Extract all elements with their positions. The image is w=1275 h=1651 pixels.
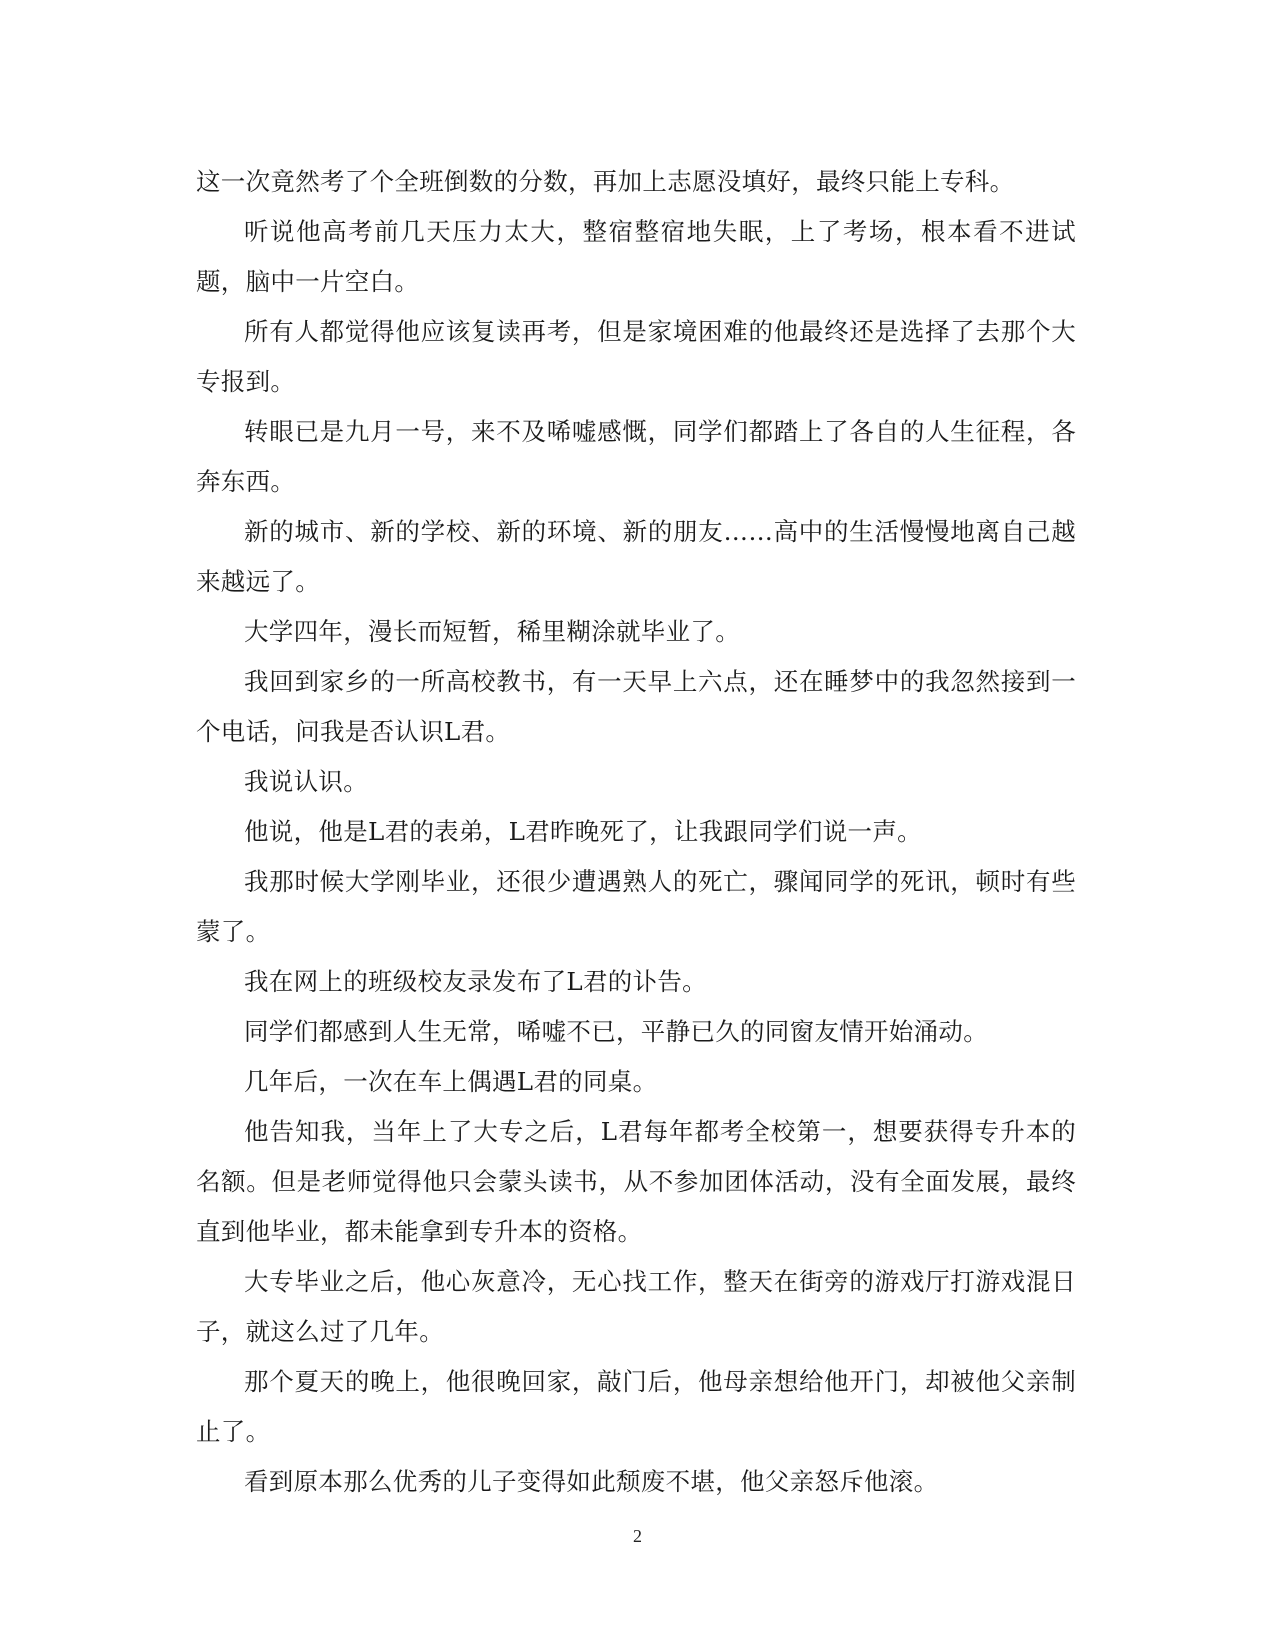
paragraph-2: 听说他高考前几天压力太大，整宿整宿地失眠，上了考场，根本看不进试题，脑中一片空白。 <box>196 217 1076 296</box>
paragraph-6: 大学四年，漫长而短暂，稀里糊涂就毕业了。 <box>244 617 740 646</box>
paragraph-8: 我说认识。 <box>244 767 368 796</box>
paragraph-17: 看到原本那么优秀的儿子变得如此颓废不堪，他父亲怒斥他滚。 <box>244 1467 939 1496</box>
paragraph-4: 转眼已是九月一号，来不及唏嘘感慨，同学们都踏上了各自的人生征程，各奔东西。 <box>196 417 1076 496</box>
page-number: 2 <box>633 1526 642 1546</box>
paragraph-10: 我那时候大学刚毕业，还很少遭遇熟人的死亡，骤闻同学的死讯，顿时有些蒙了。 <box>196 867 1076 946</box>
paragraph-15: 大专毕业之后，他心灰意冷，无心找工作，整天在街旁的游戏厅打游戏混日子，就这么过了几年。 <box>196 1267 1076 1346</box>
paragraph-5: 新的城市、新的学校、新的环境、新的朋友……高中的生活慢慢地离自己越来越远了。 <box>196 517 1076 596</box>
paragraph-3: 所有人都觉得他应该复读再考，但是家境困难的他最终还是选择了去那个大专报到。 <box>196 317 1076 396</box>
paragraph-1: 这一次竟然考了个全班倒数的分数，再加上志愿没填好，最终只能上专科。 <box>196 167 1015 196</box>
paragraph-9: 他说，他是L君的表弟，L君昨晚死了，让我跟同学们说一声。 <box>244 817 922 846</box>
paragraph-14: 他告知我，当年上了大专之后，L君每年都考全校第一，想要获得专升本的名额。但是老师觉得他只会蒙头读书，从不参加团体活动，没有全面发展，最终直到他毕业，都未能拿到专升本的资格。 <box>196 1117 1076 1246</box>
document-body <box>196 157 1076 1507</box>
paragraph-7: 我回到家乡的一所高校教书，有一天早上六点，还在睡梦中的我忽然接到一个电话，问我是否认识L君。 <box>196 667 1076 746</box>
paragraph-11: 我在网上的班级校友录发布了L君的讣告。 <box>244 967 707 996</box>
paragraph-13: 几年后，一次在车上偶遇L君的同桌。 <box>244 1067 658 1096</box>
paragraph-12: 同学们都感到人生无常，唏嘘不已，平静已久的同窗友情开始涌动。 <box>244 1017 988 1046</box>
paragraph-16: 那个夏天的晚上，他很晚回家，敲门后，他母亲想给他开门，却被他父亲制止了。 <box>196 1367 1076 1446</box>
